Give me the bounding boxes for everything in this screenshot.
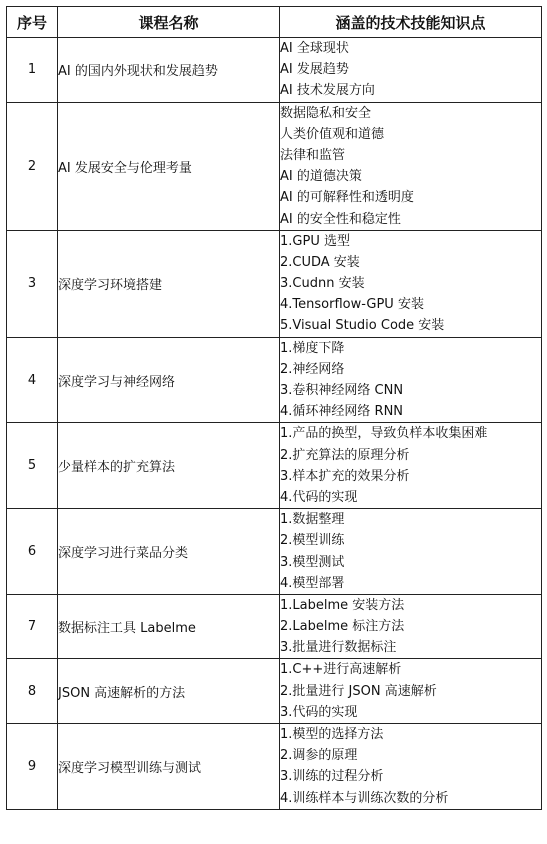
knowledge-point: AI 技术发展方向	[280, 83, 375, 99]
knowledge-point: 2.Labelme 标注方法	[280, 619, 405, 635]
knowledge-point: 3.样本扩充的效果分析	[280, 468, 410, 484]
knowledge-point: 1.产品的换型，导致负样本收集困难	[280, 426, 488, 442]
knowledge-point: 1.C++进行高速解析	[280, 662, 402, 678]
course-name: 少量样本的扩充算法	[58, 423, 280, 509]
knowledge-point: AI 的安全性和稳定性	[280, 211, 401, 227]
knowledge-point: 1.梯度下降	[280, 340, 345, 356]
knowledge-point: 3.代码的实现	[280, 704, 358, 720]
header-knowledge-points: 涵盖的技术技能知识点	[280, 7, 542, 38]
knowledge-point: 数据隐私和安全	[280, 105, 372, 121]
row-number: 2	[7, 102, 58, 230]
knowledge-point: 1.Labelme 安装方法	[280, 597, 405, 613]
knowledge-point: AI 的道德决策	[280, 169, 362, 185]
knowledge-points-cell	[280, 594, 542, 659]
table-row	[7, 724, 542, 810]
course-name: AI 的国内外现状和发展趋势	[58, 38, 280, 103]
knowledge-points-cell	[280, 38, 542, 103]
course-name: 数据标注工具 Labelme	[58, 594, 280, 659]
knowledge-point: 2.神经网络	[280, 361, 345, 377]
table-row	[7, 230, 542, 337]
knowledge-point: AI 全球现状	[280, 41, 349, 56]
knowledge-point: 2.调参的原理	[280, 748, 358, 764]
row-number: 8	[7, 659, 58, 724]
knowledge-point: 4.循环神经网络 RNN	[280, 404, 404, 420]
row-number: 6	[7, 509, 58, 595]
row-number: 3	[7, 230, 58, 337]
course-name: JSON 高速解析的方法	[58, 659, 280, 724]
knowledge-points-cell	[280, 509, 542, 595]
knowledge-point: 4.训练样本与训练次数的分析	[280, 790, 449, 806]
knowledge-point: 4.Tensorflow-GPU 安装	[280, 297, 424, 313]
row-number: 7	[7, 594, 58, 659]
course-table	[6, 6, 542, 810]
knowledge-points-cell	[280, 724, 542, 810]
row-number: 5	[7, 423, 58, 509]
knowledge-point: 3.卷积神经网络 CNN	[280, 383, 404, 398]
knowledge-point: AI 的可解释性和透明度	[280, 190, 414, 206]
knowledge-point: 3.批量进行数据标注	[280, 640, 397, 656]
knowledge-point: 2.模型训练	[280, 533, 345, 549]
course-name: AI 发展安全与伦理考量	[58, 102, 280, 230]
knowledge-point: 2.扩充算法的原理分析	[280, 447, 410, 463]
knowledge-point: 3.Cudnn 安装	[280, 276, 365, 292]
knowledge-point: 3.训练的过程分析	[280, 769, 384, 785]
knowledge-point: 5.Visual Studio Code 安装	[280, 318, 445, 334]
knowledge-point: 2.CUDA 安装	[280, 254, 360, 270]
table-body	[7, 38, 542, 810]
knowledge-point: 4.模型部署	[280, 575, 345, 591]
header-no: 序号	[7, 7, 58, 38]
knowledge-point: 法律和监管	[280, 147, 346, 163]
course-name: 深度学习模型训练与测试	[58, 724, 280, 810]
course-name: 深度学习与神经网络	[58, 337, 280, 423]
table-row	[7, 509, 542, 595]
row-number: 1	[7, 38, 58, 103]
knowledge-point: 4.代码的实现	[280, 489, 358, 505]
knowledge-points-cell	[280, 102, 542, 230]
knowledge-point: AI 发展趋势	[280, 62, 349, 78]
course-name: 深度学习环境搭建	[58, 230, 280, 337]
table-row	[7, 102, 542, 230]
knowledge-points-cell	[280, 337, 542, 423]
course-name: 深度学习进行菜品分类	[58, 509, 280, 595]
header-row	[7, 7, 542, 38]
table-row	[7, 594, 542, 659]
knowledge-points-cell	[280, 423, 542, 509]
row-number: 9	[7, 724, 58, 810]
row-number: 4	[7, 337, 58, 423]
knowledge-points-cell	[280, 659, 542, 724]
knowledge-point: 1.模型的选择方法	[280, 727, 384, 742]
knowledge-points-cell	[280, 230, 542, 337]
table-row	[7, 659, 542, 724]
table-row	[7, 337, 542, 423]
table-row	[7, 38, 542, 103]
knowledge-point: 3.模型测试	[280, 554, 345, 570]
knowledge-point: 人类价值观和道德	[280, 126, 385, 142]
header-course-name: 课程名称	[58, 7, 280, 38]
knowledge-point: 1.GPU 选型	[280, 233, 350, 249]
knowledge-point: 2.批量进行 JSON 高速解析	[280, 683, 437, 699]
table-row	[7, 423, 542, 509]
knowledge-point: 1.数据整理	[280, 512, 345, 528]
